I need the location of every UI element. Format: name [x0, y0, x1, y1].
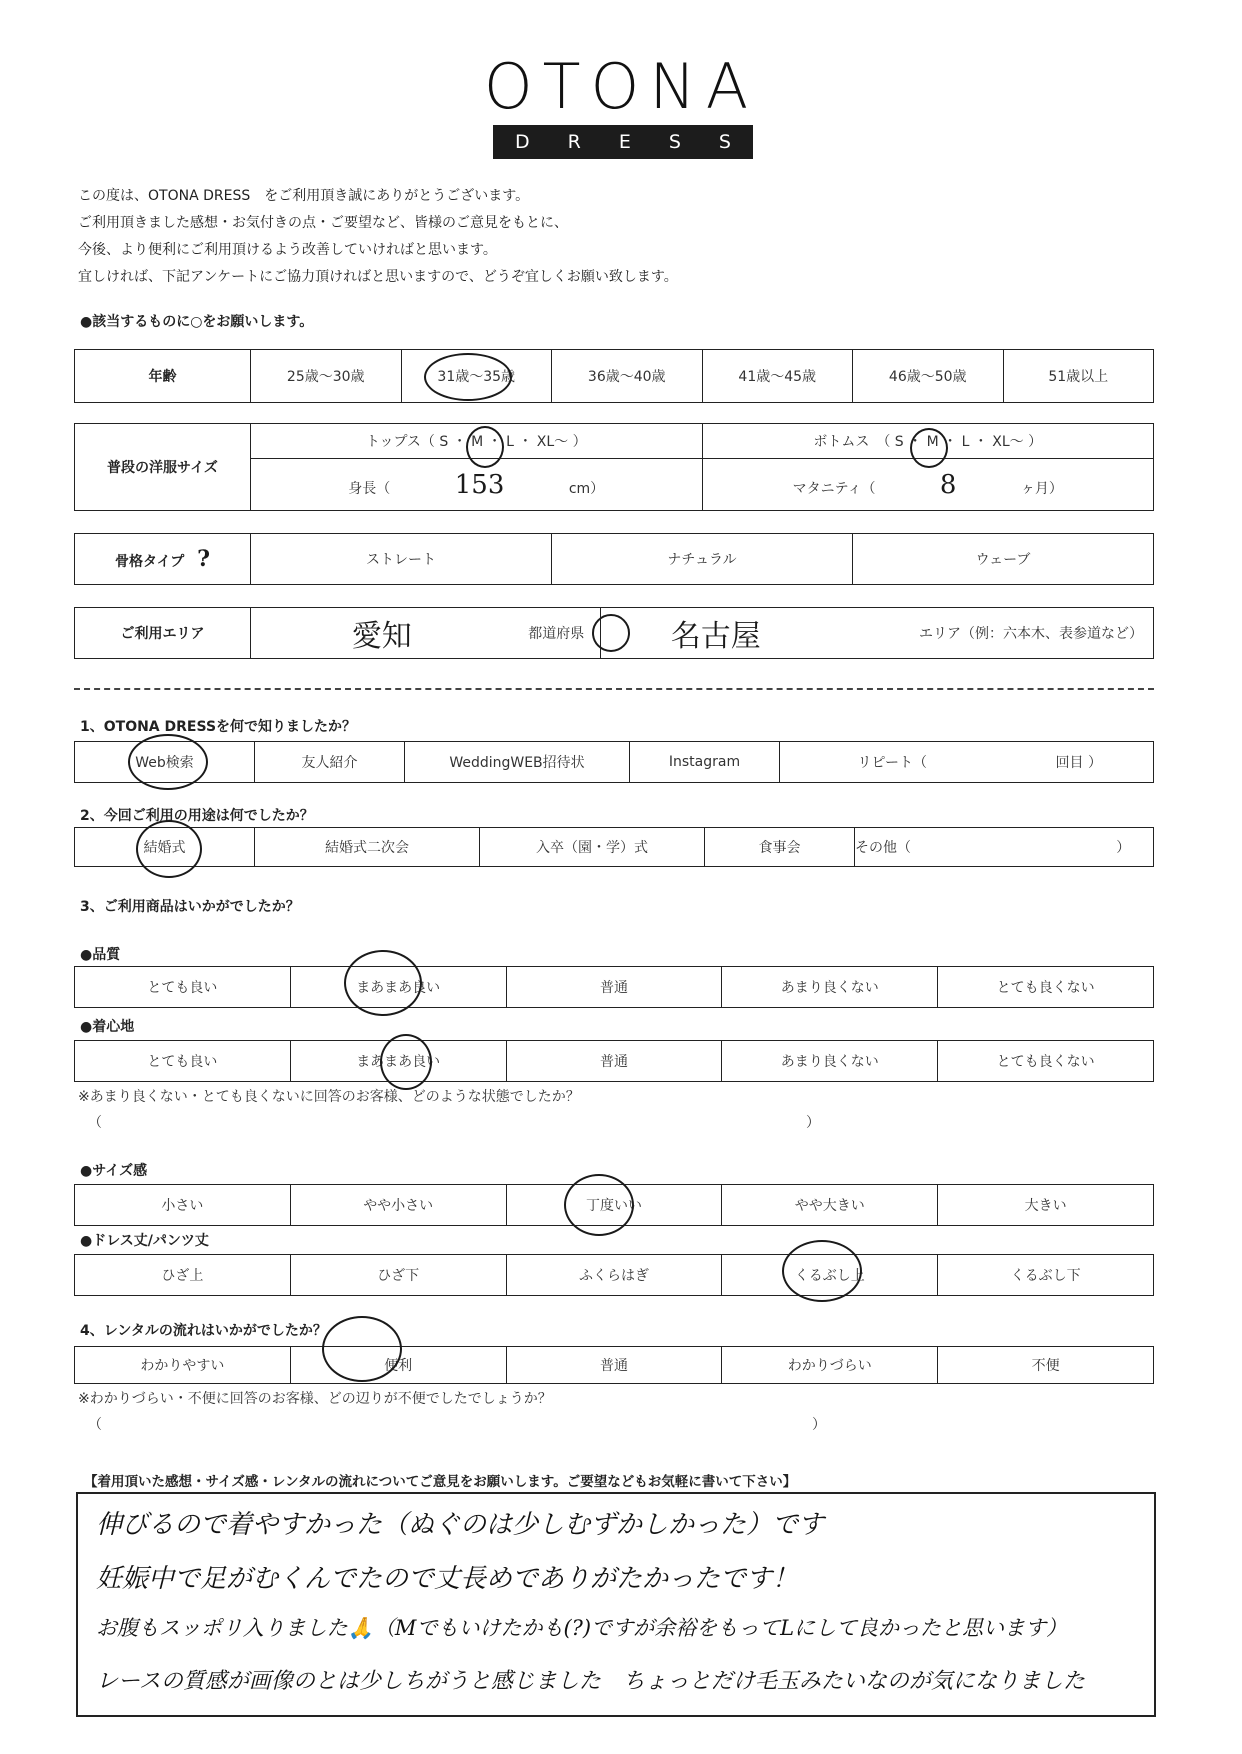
selection-circle-comfort [380, 1034, 432, 1090]
profile-heading: ●該当するものに○をお願いします。 [80, 314, 314, 330]
q1-repeat-count[interactable]: 回目 ） [1005, 742, 1154, 783]
quality-option[interactable]: あまり良くない [722, 967, 938, 1008]
q1-option[interactable]: WeddingWEB招待状 [405, 742, 630, 783]
prefecture-label: 都道府県 [513, 608, 601, 659]
brand-sub-letter: D [515, 131, 530, 153]
length-option[interactable]: ひざ下 [290, 1255, 506, 1296]
q4-title: 4、レンタルの流れはいかがでしたか？ [80, 1323, 327, 1339]
size-label: 普段の洋服サイズ [75, 424, 251, 511]
body-type-option[interactable]: ナチュラル [552, 534, 853, 585]
fit-option[interactable]: やや大きい [722, 1185, 938, 1226]
q2-other-close: ） [1094, 828, 1154, 867]
height-suffix: cm） [568, 480, 605, 497]
age-option[interactable]: 46歳〜50歳 [853, 350, 1004, 403]
body-type-label-text: 骨格タイプ [114, 554, 185, 570]
q1-option[interactable]: Instagram [630, 742, 780, 783]
q4-option[interactable]: わかりづらい [722, 1347, 938, 1384]
body-type-mark: ? [197, 546, 211, 572]
q2-option[interactable]: 結婚式 [75, 828, 255, 867]
comment-line: レースの質感が画像のとは少しちがうと感じました ちょっとだけ毛玉みたいなのが気になりました [96, 1669, 1085, 1694]
tops-size-field[interactable]: トップス（ S ・ M ・ L ・ XL〜 ） [251, 424, 703, 459]
brand-sub-letter: S [668, 131, 681, 153]
comfort-option[interactable]: あまり良くない [722, 1041, 938, 1082]
fit-option[interactable]: 丁度いい [506, 1185, 722, 1226]
q4-table [74, 1346, 1154, 1384]
age-option[interactable]: 51歳以上 [1003, 350, 1154, 403]
comfort-label: ●着心地 [80, 1019, 135, 1035]
area-label: ご利用エリア [75, 608, 251, 659]
comfort-option[interactable]: とても良くない [938, 1041, 1154, 1082]
intro-text [78, 183, 678, 291]
area-value-cell[interactable] [601, 608, 831, 659]
length-option[interactable]: ふくらはぎ [506, 1255, 722, 1296]
length-option[interactable]: くるぶし下 [938, 1255, 1154, 1296]
selection-circle-q4 [322, 1316, 402, 1382]
q2-title: 2、今回ご利用の用途は何でしたか？ [80, 808, 314, 824]
q1-table [74, 741, 1154, 783]
quality-option[interactable]: とても良い [75, 967, 291, 1008]
quality-table [74, 966, 1154, 1008]
brand-logo: OTONA [483, 50, 759, 123]
length-label: ●ドレス丈/パンツ丈 [80, 1233, 209, 1249]
body-type-label [75, 534, 251, 585]
brand-sub-letter: E [618, 131, 631, 153]
q1-option-repeat[interactable]: リピート（ [780, 742, 1005, 783]
area-value: 名古屋 [670, 619, 761, 654]
intro-line: 今後、より便利にご利用頂けるよう改善していければと思います。 [78, 242, 497, 258]
prefecture-value: 愛知 [351, 619, 412, 654]
q1-title: 1、OTONA DRESSを何で知りましたか？ [80, 719, 357, 735]
length-option[interactable]: ひざ上 [75, 1255, 291, 1296]
body-type-table [74, 533, 1154, 585]
comfort-option[interactable]: とても良い [75, 1041, 291, 1082]
maternity-suffix: ヶ月） [1020, 480, 1063, 497]
selection-circle-bottoms [910, 428, 948, 468]
intro-line: ご利用頂きました感想・お気付きの点・ご要望など、皆様のご意見をもとに、 [78, 215, 568, 231]
q2-option[interactable]: 結婚式二次会 [255, 828, 480, 867]
q4-option[interactable]: 不便 [938, 1347, 1154, 1384]
age-option[interactable]: 41歳〜45歳 [702, 350, 853, 403]
maternity-prefix: マタニティ（ [792, 480, 876, 497]
length-option[interactable]: くるぶし上 [722, 1255, 938, 1296]
brand-sub-letter: S [718, 131, 731, 153]
q2-option[interactable]: 入卒（園・学）式 [480, 828, 705, 867]
section-divider [74, 688, 1154, 690]
q3-followup: ※あまり良くない・とても良くないに回答のお客様、どのような状態でしたか？ [78, 1089, 580, 1105]
selection-circle-quality [344, 950, 422, 1016]
fit-option[interactable]: やや小さい [290, 1185, 506, 1226]
selection-circle-tops [466, 426, 504, 468]
q4-option[interactable]: 普通 [506, 1347, 722, 1384]
selection-circle-q2 [136, 820, 202, 878]
q1-option[interactable]: Web検索 [75, 742, 255, 783]
intro-line: 宜しければ、下記アンケートにご協力頂ければと思いますので、どうぞ宜しくお願い致します。 [78, 269, 678, 285]
size-table [74, 423, 1154, 511]
q4-followup: ※わかりづらい・不便に回答のお客様、どの辺りが不便でしたでしょうか？ [78, 1391, 552, 1407]
quality-label: ●品質 [80, 947, 121, 963]
selection-circle-age [424, 353, 512, 401]
age-option[interactable]: 25歳〜30歳 [251, 350, 402, 403]
comment-line: お腹もスッポリ入りました🙏（Mでもいけたかも(?)ですが余裕をもってLにして良かったと思います） [96, 1616, 1068, 1640]
selection-circle-fit [564, 1174, 634, 1236]
q1-option[interactable]: 友人紹介 [255, 742, 405, 783]
fit-label: ●サイズ感 [80, 1163, 148, 1179]
brand-sub-letter: R [567, 131, 581, 153]
quality-option[interactable]: とても良くない [938, 967, 1154, 1008]
q4-followup-open: （ [88, 1417, 102, 1433]
age-table [74, 349, 1154, 403]
body-type-option[interactable]: ストレート [251, 534, 552, 585]
height-field[interactable] [251, 459, 703, 511]
age-option[interactable]: 31歳〜35歳 [401, 350, 552, 403]
fit-option[interactable]: 大きい [938, 1185, 1154, 1226]
quality-option[interactable]: 普通 [506, 967, 722, 1008]
brand-subtitle-bar [493, 125, 753, 159]
age-option[interactable]: 36歳〜40歳 [552, 350, 703, 403]
q3-followup-open: （ [88, 1115, 102, 1131]
prefecture-value-cell[interactable] [251, 608, 513, 659]
body-type-option[interactable]: ウェーブ [853, 534, 1154, 585]
q3-title: 3、ご利用商品はいかがでしたか？ [80, 899, 300, 915]
bottoms-size-field[interactable]: ボトムス （ S ・ M ・ L ・ XL〜 ） [702, 424, 1154, 459]
height-value: 153 [454, 469, 505, 500]
comfort-option[interactable]: まあまあ良い [290, 1041, 506, 1082]
q2-option[interactable]: 食事会 [705, 828, 855, 867]
length-table [74, 1254, 1154, 1296]
comfort-table [74, 1040, 1154, 1082]
maternity-value: 8 [939, 469, 957, 500]
intro-line: この度は、OTONA DRESS をご利用頂き誠にありがとうございます。 [78, 188, 530, 204]
comfort-option[interactable]: 普通 [506, 1041, 722, 1082]
area-example-label: エリア（例：六本木、表参道など） [831, 608, 1154, 659]
q2-option-other[interactable]: その他（ [855, 828, 1094, 867]
comment-line: 伸びるので着やすかった（ぬぐのは少しむずかしかった）です [96, 1510, 825, 1540]
q2-table [74, 827, 1154, 867]
q4-option[interactable]: わかりやすい [75, 1347, 291, 1384]
selection-circle-q1 [128, 734, 208, 790]
q3-followup-close: ） [806, 1115, 820, 1131]
selection-circle-length [782, 1240, 862, 1302]
quality-option[interactable]: まあまあ良い [290, 967, 506, 1008]
fit-option[interactable]: 小さい [75, 1185, 291, 1226]
comment-line: 妊娠中で足がむくんでたので丈長めでありがたかったです！ [96, 1564, 799, 1594]
q4-followup-close: ） [812, 1417, 826, 1433]
selection-circle-prefecture [592, 614, 630, 652]
age-label: 年齢 [75, 350, 251, 403]
comments-box[interactable] [76, 1492, 1156, 1717]
height-prefix: 身長（ [348, 480, 391, 497]
comments-heading: 【着用頂いた感想・サイズ感・レンタルの流れについてご意見をお願いします。ご要望などもお気軽に書いて下さい】 [84, 1474, 797, 1490]
q4-option[interactable]: 便利 [290, 1347, 506, 1384]
